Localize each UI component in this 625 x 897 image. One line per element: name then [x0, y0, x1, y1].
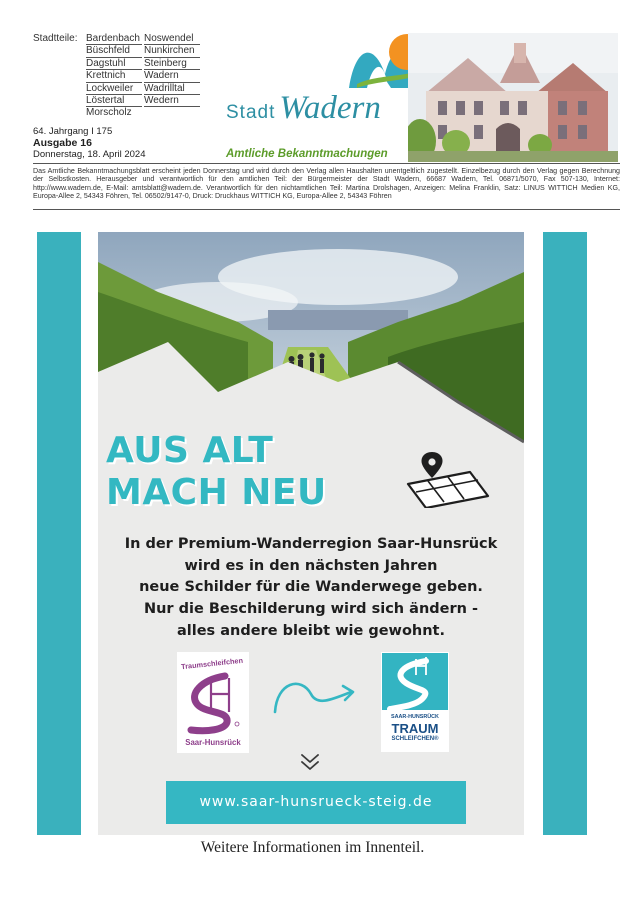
district-item: Löstertal: [86, 95, 142, 107]
divider: [33, 163, 620, 164]
poster-headline: [106, 430, 327, 514]
district-item: Steinberg: [144, 58, 200, 70]
districts-column-2: [144, 33, 200, 107]
district-item: Morscholz: [86, 107, 132, 119]
issue-date: Donnerstag, 18. April 2024: [33, 149, 146, 160]
headline-line-1: AUS ALT: [106, 430, 274, 471]
old-logo-mark-icon: [183, 672, 243, 736]
curved-arrow-icon: [271, 672, 361, 720]
district-item: Wadrilltal: [144, 83, 200, 95]
old-logo-title: Traumschleifchen: [180, 655, 244, 672]
new-traumschleifchen-logo: [381, 652, 449, 752]
poster: [98, 232, 524, 835]
publication-subtitle: Amtliche Bekanntmachungen: [226, 148, 388, 160]
left-accent-bar: [37, 232, 81, 835]
logo-wadern: Wadern: [279, 90, 381, 126]
districts-column-1: [86, 33, 142, 120]
old-traumschleifchen-logo: [177, 652, 249, 753]
city-logo-text: [226, 90, 381, 127]
town-hall-photo: [408, 33, 618, 162]
footer-note: Weitere Informationen im Innenteil.: [200, 839, 425, 856]
districts-label: Stadtteile:: [33, 33, 78, 44]
district-item: Nunkirchen: [144, 45, 200, 57]
district-item: Bardenbach: [86, 33, 142, 45]
legal-notice: Das Amtliche Bekanntmachungsblatt erscheint jeden Donnerstag und wird durch den Verlag allen Haushalten unentgeltlich zugestellt. Einzelbezug durch den Verlag gegen Berechnung der Selbstkosten. Herausgeber und verantwortlich für den amtlichen Teil: der Bürgermeister der Stadt Wadern, 66687 Wadern, Tel. 06871/5070, Fax 507-130, Internet: http://www.wadern.de, E-Mail: amtsblatt@wadern.de. Verantwortlich für den nichtamtlichen Teil: Martina Drolshagen, Anzeigen: Melina Franklin, Satz: LINUS WITTICH Medien KG, Europa-Allee 2, 54343 Föhren, Tel. 06502/9147-0, Druck: Druckhaus WITTICH KG, Europa-Allee 2, 54343 Föhren: [33, 167, 620, 201]
double-chevron-down-icon: [299, 752, 321, 772]
district-item: Dagstuhl: [86, 58, 142, 70]
district-item: Wadern: [144, 70, 200, 82]
divider: [33, 209, 620, 210]
issue-info: [33, 126, 146, 161]
body-line: alles andere bleibt wie gewohnt.: [176, 622, 445, 639]
map-pin-icon: [398, 450, 494, 508]
new-logo-region: SAAR-HUNSRÜCK: [391, 714, 439, 720]
body-line: In der Premium-Wanderregion Saar-Hunsrück: [124, 536, 498, 552]
new-logo-schleifchen: SCHLEIFCHEN®: [391, 736, 439, 742]
logo-stadt: Stadt: [226, 102, 276, 123]
body-line: wird es in den nächsten Jahren: [184, 557, 438, 574]
new-logo-traum: TRAUM: [391, 721, 439, 736]
jahrgang: 64. Jahrgang I 175: [33, 126, 113, 137]
district-item: Noswendel: [144, 33, 200, 45]
website-url-link[interactable]: www.saar-hunsrueck-steig.de: [166, 781, 466, 824]
headline-line-2: MACH NEU: [106, 472, 327, 513]
district-item: Lockweiler: [86, 83, 142, 95]
poster-body-text: [98, 534, 524, 643]
body-line: Nur die Beschilderung wird sich ändern -: [143, 601, 479, 618]
new-logo-mark: [382, 653, 448, 710]
old-logo-region: Saar-Hunsrück: [185, 738, 241, 747]
right-accent-bar: [543, 232, 587, 835]
body-line: neue Schilder für die Wanderwege geben.: [139, 579, 483, 596]
district-item: Wedern: [144, 95, 200, 107]
district-item: Büschfeld: [86, 45, 142, 57]
ausgabe: Ausgabe 16: [33, 136, 92, 149]
district-item: Krettnich: [86, 70, 142, 82]
new-logo-path-icon: [382, 653, 448, 710]
